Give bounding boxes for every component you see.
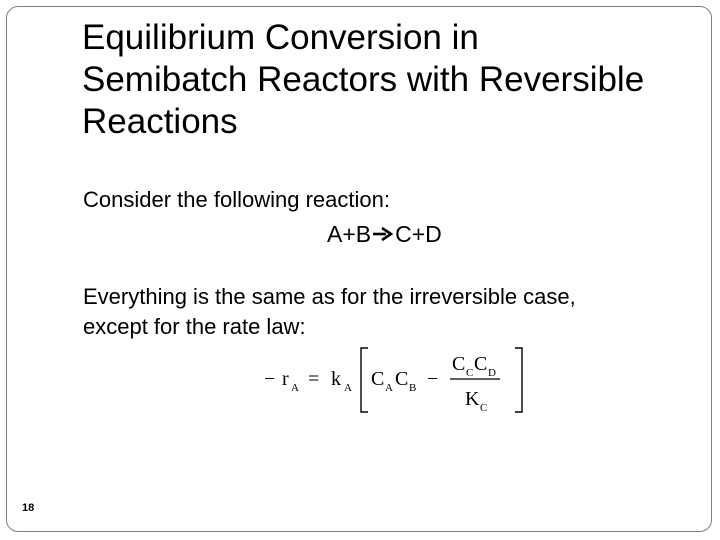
left-bracket <box>361 348 368 412</box>
rate-constant-sub: A <box>344 382 352 394</box>
equilibrium-constant: K <box>465 388 480 410</box>
body-line: Everything is the same as for the irreversible case, <box>83 284 576 309</box>
conc-b: C <box>395 368 409 390</box>
conc-b-sub: B <box>409 382 417 394</box>
intro-text: Consider the following reaction: <box>83 187 390 212</box>
equilibrium-constant-sub: C <box>480 402 488 414</box>
title-line: Equilibrium Conversion in <box>82 18 479 57</box>
lhs-minus: − <box>264 368 276 390</box>
minus-sign: − <box>427 368 439 390</box>
right-arrow-icon <box>372 219 394 249</box>
rate-constant: k <box>331 368 341 390</box>
reaction-equation <box>327 219 442 249</box>
title-line: Reactions <box>82 102 238 141</box>
conc-d: C <box>474 353 488 375</box>
title-line: Semibatch Reactors with Reversible <box>82 60 645 99</box>
body-line: except for the rate law: <box>83 314 306 339</box>
lhs-rate: r <box>282 368 289 390</box>
equals-sign: = <box>308 368 320 390</box>
conc-a-sub: A <box>385 382 393 394</box>
conc-a: C <box>371 368 385 390</box>
rate-law-equation <box>260 340 540 420</box>
reactants: A+B <box>327 221 372 247</box>
page-number: 18 <box>22 502 35 514</box>
body-text <box>83 282 576 342</box>
right-bracket <box>515 348 522 412</box>
lhs-rate-sub: A <box>291 382 299 394</box>
conc-c-sub: C <box>466 367 474 379</box>
slide-title <box>82 17 702 143</box>
products: C+D <box>395 221 442 247</box>
conc-d-sub: D <box>488 367 496 379</box>
conc-c: C <box>452 353 466 375</box>
